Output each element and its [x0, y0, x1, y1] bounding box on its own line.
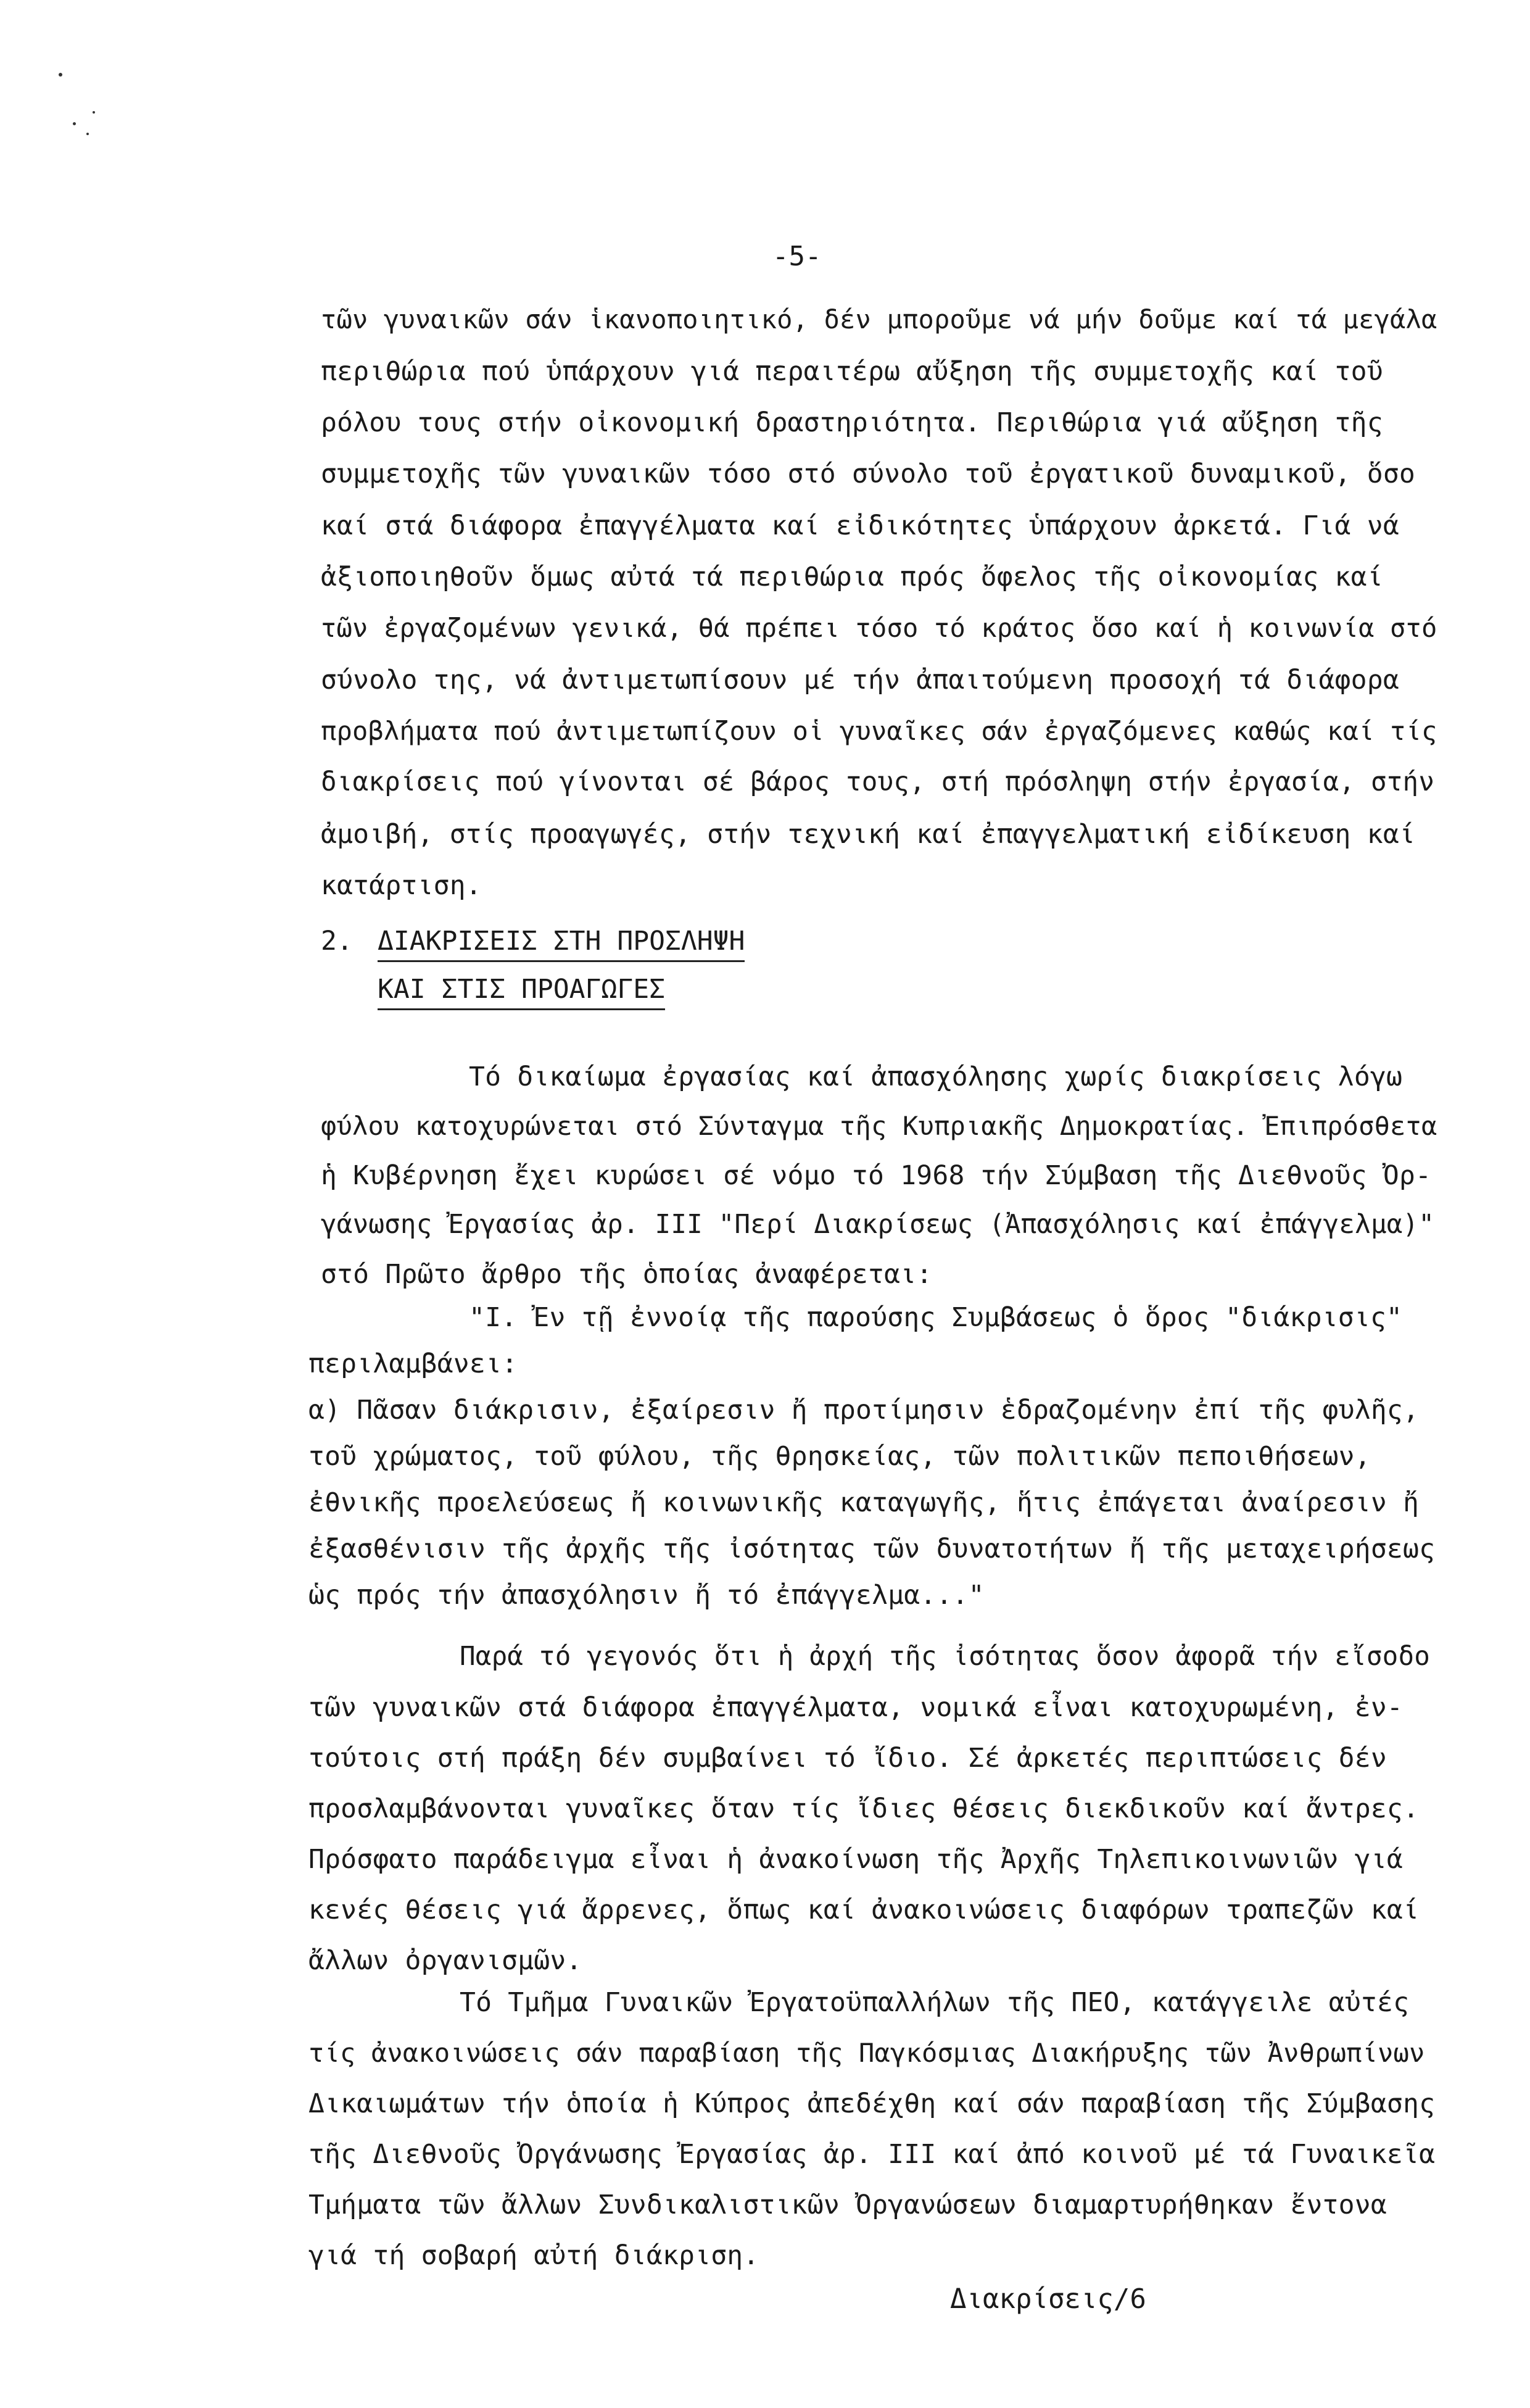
text-line: τούτοις στή πράξη δέν συμβαίνει τό ἴδιο. Σέ ἀρκετές περιπτώσεις δέν: [308, 1743, 1387, 1774]
text-line: Πρόσφατο παράδειγμα εἶναι ἡ ἀνακοίνωση τῆς Ἀρχῆς Τηλεπικοινωνιῶν γιά: [308, 1844, 1403, 1875]
text-line: τῶν ἐργαζομένων γενικά, θά πρέπει τόσο τό κράτος ὅσο καί ἡ κοινωνία στό: [321, 613, 1437, 643]
text-line: φύλου κατοχυρώνεται στό Σύνταγμα τῆς Κυπριακῆς Δημοκρατίας. Ἐπιπρόσθετα: [321, 1111, 1437, 1141]
page-number: -5-: [772, 241, 822, 272]
section-title-line-2: ΚΑΙ ΣΤΙΣ ΠΡΟΑΓΩΓΕΣ: [378, 974, 665, 1010]
text-line: ὡς πρός τήν ἀπασχόλησιν ἤ τό ἐπάγγελμα...": [308, 1580, 985, 1611]
text-line: τῆς Διεθνοῦς Ὀργάνωσης Ἐργασίας ἀρ. III καί ἀπό κοινοῦ μέ τά Γυναικεῖα: [308, 2139, 1436, 2170]
text-line: ἀμοιβή, στίς προαγωγές, στήν τεχνική καί ἐπαγγελματική εἰδίκευση καί: [321, 819, 1415, 850]
text-line: ἐθνικῆς προελεύσεως ἤ κοινωνικῆς καταγωγῆς, ἥτις ἐπάγεται ἀναίρεσιν ἤ: [308, 1487, 1420, 1518]
text-line: στό Πρῶτο ἄρθρο τῆς ὁποίας ἀναφέρεται:: [321, 1259, 933, 1290]
text-line: προβλήματα πού ἀντιμετωπίζουν οἱ γυναῖκες σάν ἐργαζόμενες καθώς καί τίς: [321, 716, 1437, 746]
footer-catchword: Διακρίσεις/6: [950, 2283, 1146, 2315]
text-line: τῶν γυναικῶν στά διάφορα ἐπαγγέλματα, νομικά εἶναι κατοχυρωμένη, ἐν-: [308, 1692, 1403, 1723]
text-line: γιά τή σοβαρή αὐτή διάκριση.: [308, 2240, 759, 2271]
text-line: προσλαμβάνονται γυναῖκες ὅταν τίς ἴδιες θέσεις διεκδικοῦν καί ἄντρες.: [308, 1793, 1420, 1824]
text-line: κατάρτιση.: [321, 870, 482, 901]
section-title-line-1: ΔΙΑΚΡΙΣΕΙΣ ΣΤΗ ΠΡΟΣΛΗΨΗ: [378, 926, 745, 962]
scan-speck: [73, 122, 76, 125]
text-line: τίς ἀνακοινώσεις σάν παραβίαση τῆς Παγκόσμιας Διακήρυξης τῶν Ἀνθρωπίνων: [308, 2038, 1425, 2068]
text-line: Δικαιωμάτων τήν ὁποία ἡ Κύπρος ἀπεδέχθη καί σάν παραβίαση τῆς Σύμβασης: [308, 2088, 1436, 2119]
text-line: "I. Ἐν τῇ ἐννοίᾳ τῆς παρούσης Συμβάσεως ὁ ὅρος "διάκρισις": [469, 1302, 1403, 1333]
text-line: Τμήματα τῶν ἄλλων Συνδικαλιστικῶν Ὀργανώσεων διαμαρτυρήθηκαν ἔντονα: [308, 2190, 1387, 2220]
scan-speck: [86, 133, 89, 135]
text-line: σύνολο της, νά ἀντιμετωπίσουν μέ τήν ἀπαιτούμενη προσοχή τά διάφορα: [321, 665, 1399, 695]
text-line: ἄλλων ὀργανισμῶν.: [308, 1945, 582, 1976]
text-line: Τό Τμῆμα Γυναικῶν Ἐργατοϋπαλλήλων τῆς ΠΕΟ, κατάγγειλε αὐτές: [460, 1987, 1410, 2018]
section-number: 2.: [321, 926, 353, 957]
text-line: τῶν γυναικῶν σάν ἱκανοποιητικό, δέν μποροῦμε νά μήν δοῦμε καί τά μεγάλα: [321, 304, 1437, 334]
text-line: καί στά διάφορα ἐπαγγέλματα καί εἰδικότητες ὑπάρχουν ἀρκετά. Γιά νά: [321, 510, 1399, 541]
scan-speck: [93, 111, 95, 114]
text-line: ρόλου τους στήν οἰκονομική δραστηριότητα. Περιθώρια γιά αὔξηση τῆς: [321, 407, 1383, 438]
text-line: περιθώρια πού ὑπάρχουν γιά περαιτέρω αὔξηση τῆς συμμετοχῆς καί τοῦ: [321, 356, 1383, 387]
text-line: περιλαμβάνει:: [308, 1348, 518, 1379]
text-line: Τό δικαίωμα ἐργασίας καί ἀπασχόλησης χωρίς διακρίσεις λόγω: [469, 1061, 1403, 1092]
text-line: συμμετοχῆς τῶν γυναικῶν τόσο στό σύνολο τοῦ ἐργατικοῦ δυναμικοῦ, ὅσο: [321, 459, 1415, 489]
text-line: ἡ Κυβέρνηση ἔχει κυρώσει σέ νόμο τό 1968 τήν Σύμβαση τῆς Διεθνοῦς Ὀρ-: [321, 1160, 1432, 1191]
scan-speck: [59, 73, 62, 77]
text-line: τοῦ χρώματος, τοῦ φύλου, τῆς θρησκείας, τῶν πολιτικῶν πεποιθήσεων,: [308, 1441, 1371, 1472]
text-line: κενές θέσεις γιά ἄρρενες, ὅπως καί ἀνακοινώσεις διαφόρων τραπεζῶν καί: [308, 1895, 1420, 1925]
text-line: διακρίσεις πού γίνονται σέ βάρος τους, στή πρόσληψη στήν ἐργασία, στήν: [321, 767, 1435, 797]
text-line: α) Πᾶσαν διάκρισιν, ἐξαίρεσιν ἤ προτίμησιν ἑδραζομένην ἐπί τῆς φυλῆς,: [308, 1395, 1420, 1426]
text-line: γάνωσης Ἐργασίας ἀρ. III "Περί Διακρίσεως (Ἀπασχόλησις καί ἐπάγγελμα)": [321, 1210, 1435, 1240]
text-line: Παρά τό γεγονός ὅτι ἡ ἀρχή τῆς ἰσότητας ὅσον ἀφορᾶ τήν εἴσοδο: [460, 1642, 1431, 1672]
text-line: ἐξασθένισιν τῆς ἀρχῆς τῆς ἰσότητας τῶν δυνατοτήτων ἤ τῆς μεταχειρήσεως: [308, 1534, 1436, 1564]
text-line: ἀξιοποιηθοῦν ὅμως αὐτά τά περιθώρια πρός ὄφελος τῆς οἰκονομίας καί: [321, 562, 1383, 592]
